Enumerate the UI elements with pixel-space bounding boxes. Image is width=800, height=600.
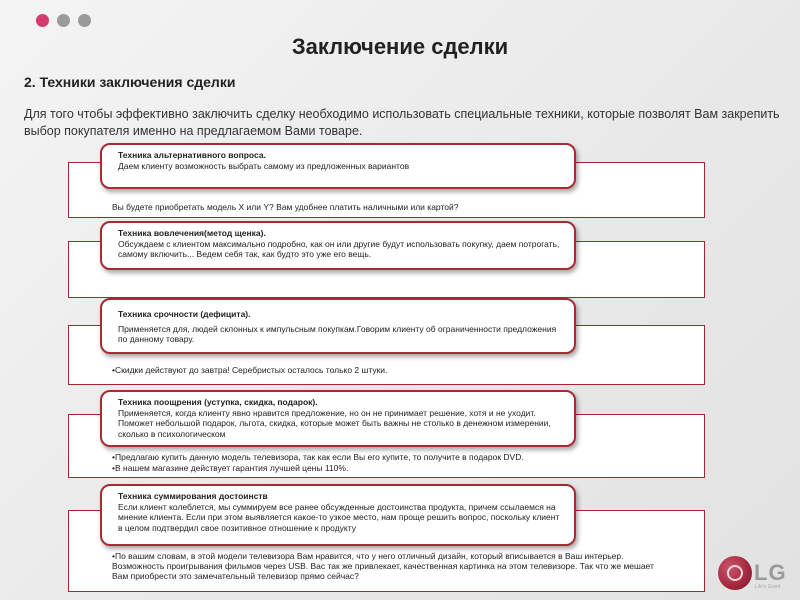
technique-body-1: Даем клиенту возможность выбрать самому из предложенных вариантов — [118, 160, 410, 171]
technique-body-2: Обсуждаем с клиентом максимально подробно, как он или другие будут использовать покупку, даем потрогать, самому включить... Ведем себя так, как будто это уже его вещь. — [118, 238, 560, 259]
technique-example-5: •По вашим словам, в этой модели телевизора Вам нравится, что у него отличный дизайн, который вписывается в Ваш интерьер. Возможность проигрывания фильмов через USB. Вас так же привлекает, качественная картинка на этом телевизоре. Так что же мешает Вам приобрести это замечательный телевизор прямо сейчас? — [112, 551, 654, 581]
dot-gray-2 — [78, 14, 91, 27]
technique-body-5: Если клиент колеблется, мы суммируем все ранее обсужденные достоинства продукта, причем ссылаемся на мнение клиента. Если при этом выявляется какое-то узкое место, нам проще решить вопрос, поскольку клиент в целом подтвердил свое позитивное отношение к продукту — [118, 501, 560, 533]
technique-example-4a: •Предлагаю купить данную модель телевизора, так как если Вы его купите, то получите в подарок DVD. — [112, 452, 524, 462]
technique-card-5 — [100, 484, 576, 546]
technique-body-4: Применяется, когда клиенту явно нравится предложение, но он не принимает решение, хотя и не уходит. Поможет небольшой подарок, льгота, скидка, которые может быть важны не столько в денежном измерении, сколько в психологическом — [118, 407, 551, 439]
technique-heading-2: Техника вовлечения(метод щенка). — [118, 228, 266, 238]
technique-example-1: Вы будете приобретать модель X или Y? Вам удобнее платить наличными или картой? — [112, 202, 459, 212]
technique-card-1 — [100, 143, 576, 189]
technique-example-4b: •В нашем магазине действует гарантия лучшей цены 110%. — [112, 463, 349, 473]
lg-logo-text: LG — [754, 560, 787, 585]
technique-card-4 — [100, 390, 576, 447]
page-title: Заключение сделки — [291, 34, 509, 59]
decorative-dots — [36, 14, 91, 27]
technique-card-2 — [100, 221, 576, 270]
intro-text: Для того чтобы эффективно заключить сделку необходимо использовать специальные техники, которые позволят Вам закрепить выбор покупателя именно на предлагаемом Вами товаре. — [24, 107, 780, 138]
technique-heading-1: Техника альтернативного вопроса. — [118, 150, 266, 160]
technique-card-3 — [100, 298, 576, 354]
technique-heading-5: Техника суммирования достоинств — [118, 491, 268, 501]
dot-gray-1 — [57, 14, 70, 27]
section-subtitle: 2. Техники заключения сделки — [24, 74, 236, 90]
lg-logo-tagline: Life's Good — [755, 584, 781, 590]
lg-logo-icon — [718, 556, 752, 590]
dot-pink — [36, 14, 49, 27]
technique-heading-4: Техника поощрения (уступка, скидка, подарок). — [118, 397, 318, 407]
technique-example-3: •Скидки действуют до завтра! Серебристых осталось только 2 штуки. — [112, 365, 388, 375]
technique-heading-3: Техника срочности (дефицита). — [118, 309, 251, 319]
technique-body-3: Применяется для, людей склонных к импульсным покупкам.Говорим клиенту об ограниченности предложения по данному товару. — [118, 323, 557, 344]
